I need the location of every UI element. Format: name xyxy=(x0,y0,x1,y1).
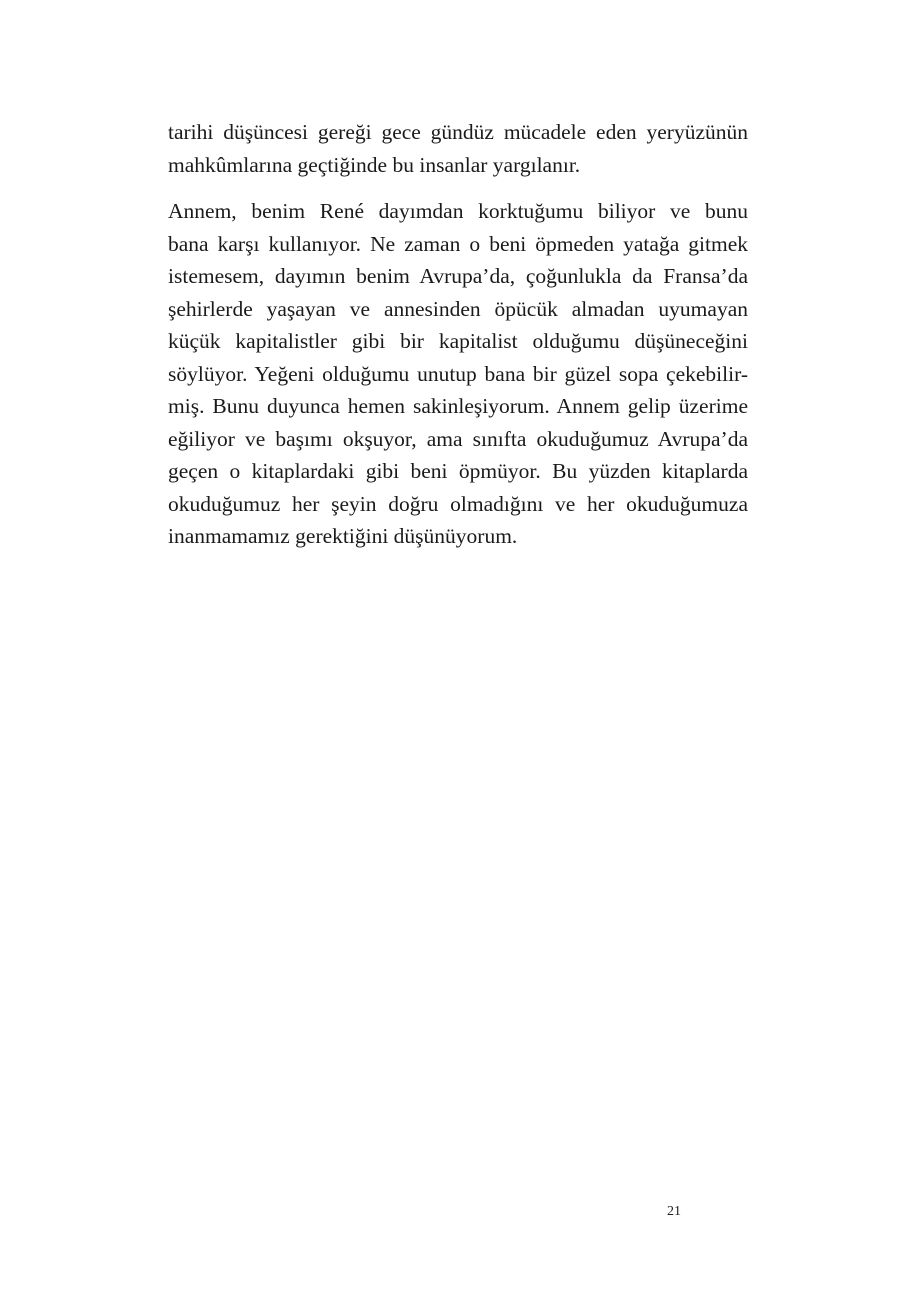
text-line: miş. Bunu duyunca hemen sakinleşiyorum. Annem gelip üzerime xyxy=(168,394,748,418)
text-line: küçük kapitalistler gibi bir kapitalist olduğumu düşüneceğini xyxy=(168,329,748,353)
text-line: söylüyor. Yeğeni olduğumu unutup bana bir güzel sopa çekebilir- xyxy=(168,361,748,386)
text-line: inanmamamız gerektiğini düşünüyorum. xyxy=(168,524,518,548)
page-number: 21 xyxy=(667,1204,681,1219)
paragraph xyxy=(168,195,748,553)
text-line: geçen o kitaplardaki gibi beni öpmüyor. Bu yüzden kitaplarda xyxy=(168,459,748,483)
text-line: Annem, benim René dayımdan korktuğumu biliyor ve bunu xyxy=(168,199,748,223)
text-line: mahkûmlarına geçtiğinde bu insanlar yargılanır. xyxy=(168,152,581,177)
text-line: tarihi düşüncesi gereği gece gündüz mücadele eden yeryüzünün xyxy=(168,120,748,144)
body-text xyxy=(168,116,748,553)
paragraph xyxy=(168,116,748,181)
text-line: şehirlerde yaşayan ve annesinden öpücük almadan uyumayan xyxy=(168,296,748,321)
text-line: okuduğumuz her şeyin doğru olmadığını ve her okuduğumuza xyxy=(168,491,748,516)
text-line: eğiliyor ve başımı okşuyor, ama sınıfta okuduğumuz Avrupa’da xyxy=(168,426,748,451)
text-line: istemesem, dayımın benim Avrupa’da, çoğunlukla da Fransa’da xyxy=(168,264,748,288)
text-line: bana karşı kullanıyor. Ne zaman o beni öpmeden yatağa gitmek xyxy=(168,231,748,256)
